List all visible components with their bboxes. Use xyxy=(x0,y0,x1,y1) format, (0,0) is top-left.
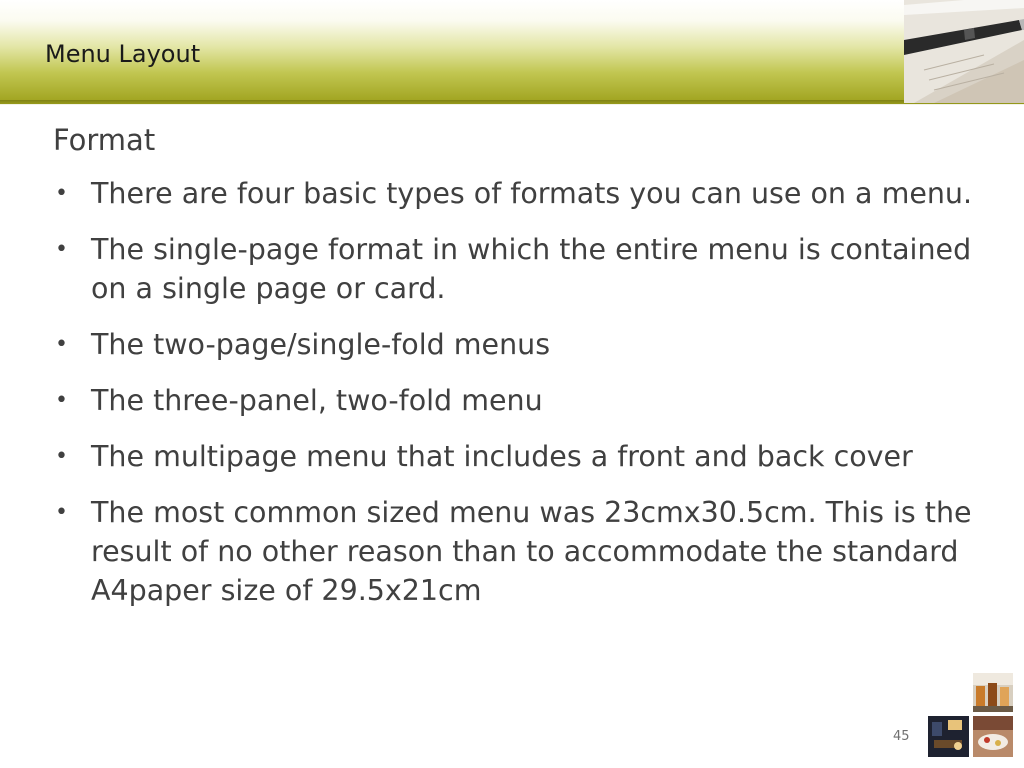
bullet-item: • The two-page/single-fold menus xyxy=(53,325,988,364)
bullet-item: • The multipage menu that includes a front and back cover xyxy=(53,437,988,476)
header-shadow xyxy=(0,100,1024,105)
content-heading: Format xyxy=(53,123,156,157)
restaurant-thumbnail xyxy=(928,716,969,757)
drinks-thumbnail xyxy=(973,673,1013,712)
pen-on-paper-image xyxy=(904,0,1024,103)
bullet-item: • There are four basic types of formats you can use on a menu. xyxy=(53,174,988,213)
bullet-item: • The single-page format in which the entire menu is contained on a single page or card. xyxy=(53,230,988,308)
slide-content xyxy=(53,122,988,627)
header-photo xyxy=(904,0,1024,103)
bullet-item: • The most common sized menu was 23cmx30.5cm. This is the result of no other reason than to accommodate the standard A4paper size of 29.5x21cm xyxy=(53,493,988,610)
slide-title: Menu Layout xyxy=(45,40,201,68)
page-number: 45 xyxy=(893,729,910,744)
bullet-list xyxy=(53,174,988,610)
dining-table-thumbnail xyxy=(973,716,1013,757)
bullet-item: • The three-panel, two-fold menu xyxy=(53,381,988,420)
